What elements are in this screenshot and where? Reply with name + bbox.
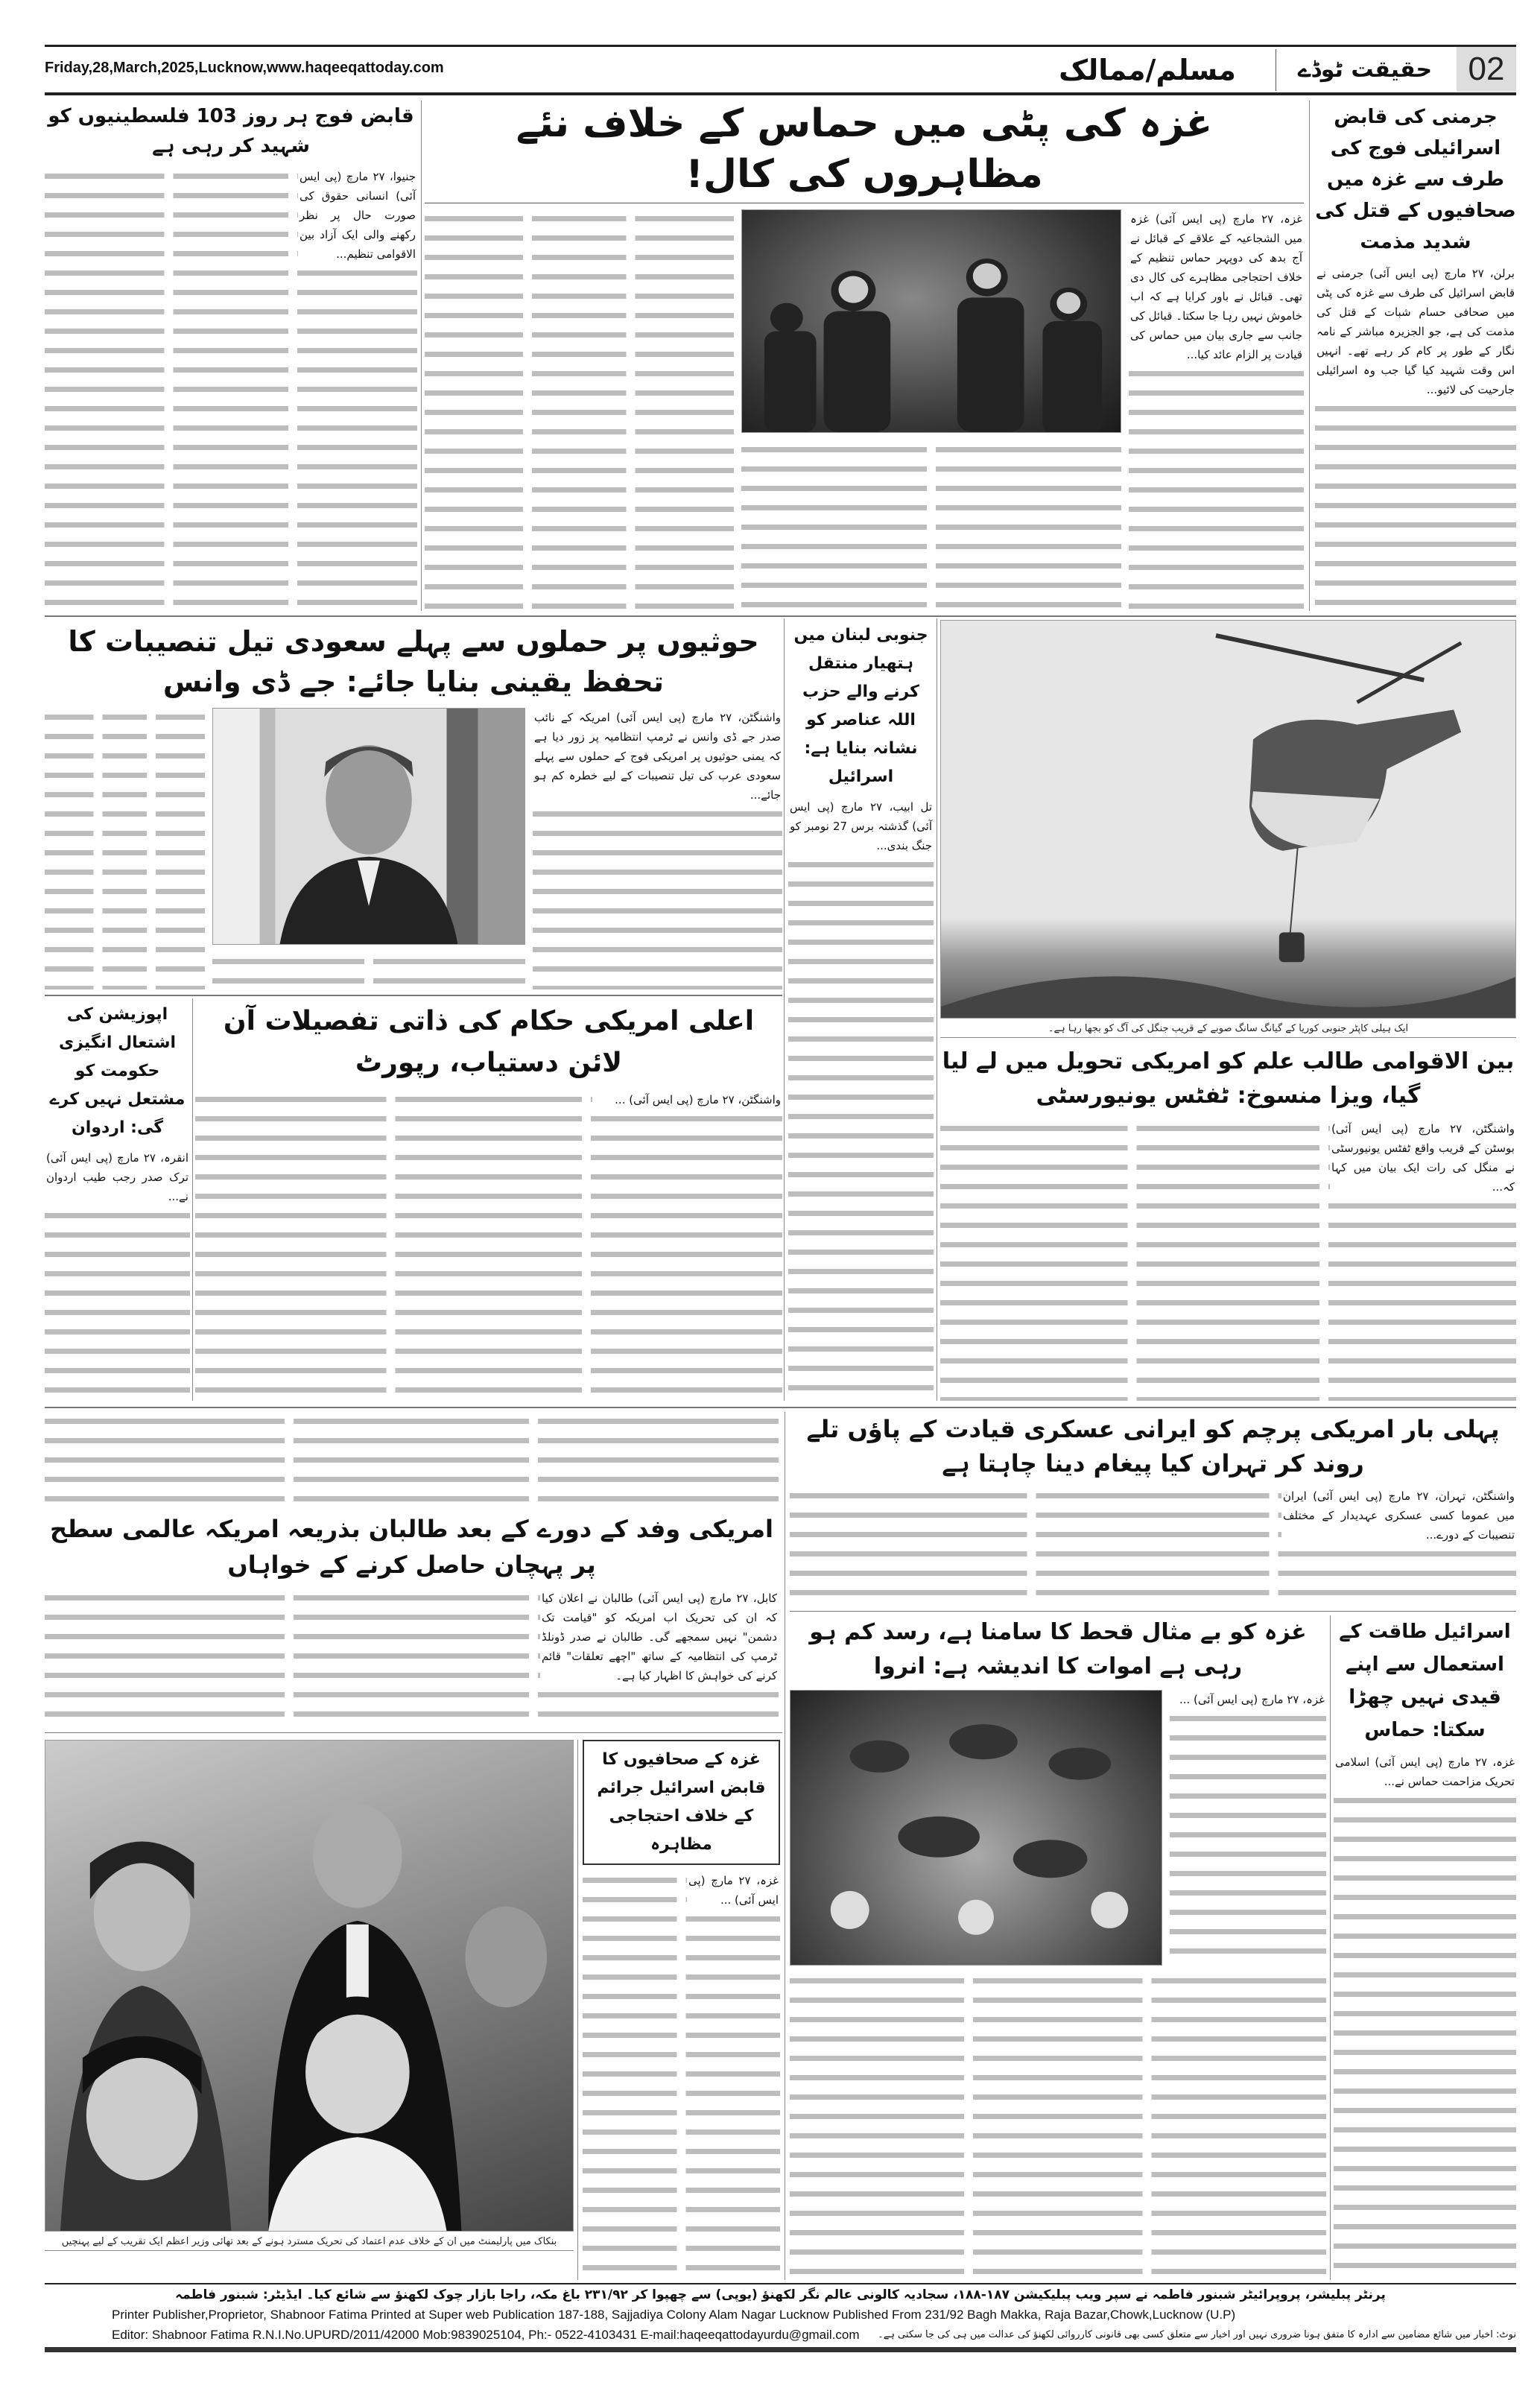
germany-body-text: برلن، ۲۷ مارچ (پی ایس آئی) جرمنی نے قابض اسرائیل کی طرف سے غزہ کی پٹی میں صحافی حسام شبات کے قتل کی مذمت کی ہے، جو الجزیرہ مباشر کے نامہ نگار کے طور پر کام کر رہے تھے۔ انہیں اس وقت شہید کیا گیا جب وہ اسرائیلی جارحیت کی لائیو...: [1315, 264, 1516, 402]
section-title: مسلم/ممالک: [1059, 54, 1236, 86]
helicopter-caption: ایک ہیلی کاپٹر جنوبی کوریا کے گیانگ سانگ صوبے کے قریب جنگل کی آگ کو بجھا رہا ہے۔: [940, 1021, 1516, 1038]
vance-story-columns: [45, 708, 782, 989]
main-story-columns: [425, 209, 1304, 611]
main-story: [425, 98, 1304, 611]
unrwa-body-col2: [790, 1972, 1326, 2280]
main-body-col1: [1129, 209, 1304, 611]
vance-story: [45, 621, 782, 989]
germany-body: [1315, 264, 1516, 611]
column-divider: [784, 618, 785, 1401]
vance-body-col2: [45, 708, 205, 989]
helicopter-image: [941, 621, 1515, 1018]
vance-photo-column: [212, 708, 525, 989]
unrwa-body-text: غزہ، ۲۷ مارچ (پی ایس آئی) ...: [1170, 1690, 1326, 1712]
main-photo-column: [741, 209, 1121, 611]
unrwa-body-col1: [1170, 1690, 1326, 1966]
vance-body-text: واشنگٹن، ۲۷ مارچ (پی ایس آئی) امریکہ کے نائب صدر جے ڈی وانس نے ٹرمپ انتظامیہ پر زور دیا ہے کہ یمنی حوثیوں پر امریکی فوج کے حملوں سے پہلے سعودی عرب کی تیل تنصیبات کے لیے خطرہ کم ہو جائے...: [533, 708, 782, 808]
masthead-logo: حقیقت ٹوڈے: [1297, 57, 1433, 83]
iran-headline: پہلی بار امریکی پرچم کو ایرانی عسکری قیادت کے پاؤں تلے روند کر تہران کیا پیغام دینا چاہتا ہے: [806, 1415, 1500, 1478]
main-headline: غزہ کی پٹی میں حماس کے خلاف نئے مظاہروں کی کال!: [425, 98, 1304, 203]
erdogan-story: [45, 1001, 190, 1401]
taliban-story: [45, 1511, 779, 1729]
journalists-body-text: غزہ، ۲۷ مارچ (پی ایس آئی) ...: [687, 1871, 780, 1913]
crowd-with-pots-image: [790, 1691, 1162, 1965]
header-bottom-rule: [45, 92, 1516, 95]
unrwa-headline: غزہ کو بے مثال قحط کا سامنا ہے، رسد کم ہو رہی ہے اموات کا اندیشہ ہے: انروا: [809, 1619, 1307, 1679]
hamas-body: [1334, 1752, 1516, 2280]
continued-body: [45, 1412, 779, 1505]
footer-bottom-rule: [45, 2347, 1516, 2352]
vance-headline: حوثیوں پر حملوں سے پہلے سعودی تیل تنصیبات کا تحفظ یقینی بنایا جائے: جے ڈی وانس: [68, 625, 759, 698]
occupation-body: [45, 167, 417, 611]
main-body-col2: [741, 440, 1121, 611]
germany-story: [1315, 101, 1516, 611]
row-divider: [45, 995, 782, 996]
iran-body: [790, 1486, 1516, 1607]
row-divider: [790, 1611, 1516, 1612]
footer-top-rule: [45, 2283, 1516, 2284]
journalists-headline: غزہ کے صحافیوں کا قابض اسرائیل جرائم کے خلاف احتجاجی مظاہرہ: [583, 1740, 780, 1865]
hezbollah-body-text: تل ابیب، ۲۷ مارچ (پی ایس آئی) گذشتہ برس 27 نومبر کو جنگ بندی...: [788, 797, 934, 858]
iran-story: [790, 1412, 1516, 1607]
protest-crowd-image: [742, 210, 1121, 432]
footer-urdu-line: پرنٹر پبلیشر، پروپرائیٹر شبنور فاطمہ نے سپر ویب پبلیکیشن ۱۸۷-۱۸۸، سجادیہ کالونی عالم نگر لکھنؤ (یوپی) سے چھپوا کر ۲۳۱/۹۲ باغ مکہ، راجا بازار چوک لکھنؤ سے شائع کیا۔ ایڈیٹر: شبنور فاطمہ: [175, 2287, 1386, 2302]
taliban-body: [45, 1589, 779, 1729]
journalists-story: [583, 1740, 780, 2280]
main-body-col3: [425, 209, 734, 611]
row-divider: [45, 615, 1516, 617]
vance-photo: [212, 708, 525, 945]
unrwa-story-columns: [790, 1690, 1326, 1966]
journalists-body: [583, 1871, 780, 2280]
erdogan-body-text: انقرہ، ۲۷ مارچ (پی ایس آئی) ترک صدر رجب طیب اردوان نے...: [45, 1148, 190, 1209]
taliban-headline: امریکی وفد کے دورے کے بعد طالبان بذریعہ امریکہ عالمی سطح پر پہچان حاصل کرنے کے خواہاں: [50, 1515, 773, 1579]
row-divider: [45, 1732, 782, 1733]
erdogan-headline: اپوزیشن کی اشتعال انگیزی حکومت کو مشتعل نہیں کرے گی: اردوان: [49, 1005, 186, 1137]
iran-body-text: واشنگٹن، تہران، ۲۷ مارچ (پی ایس آئی) ایران میں عموما کسی عسکری عہدیدار کے مختلف تنصیبات کے دورے...: [1281, 1486, 1516, 1548]
hamas-story: [1334, 1615, 1516, 2280]
germany-headline: جرمنی کی قابض اسرائیلی فوج کی طرف سے غزہ میں صحافیوں کے قتل کی شدید مذمت: [1315, 106, 1516, 253]
officials-body-text: واشنگٹن، ۲۷ مارچ (پی ایس آئی) ...: [592, 1090, 782, 1112]
occupation-story: [45, 101, 417, 611]
officials-headline: اعلی امریکی حکام کی ذاتی تفصیلات آن لائن دستیاب، رپورٹ: [223, 1006, 755, 1078]
hezbollah-headline: جنوبی لبنان میں ہتھیار منتقل کرنے والے حزب اللہ عناصر کو نشانہ بنایا ہے: اسرائیل: [793, 626, 928, 786]
bangkok-caption: بنکاک میں پارلیمنٹ میں ان کے خلاف عدم اعتماد کی تحریک مسترد ہونے کے بعد تھائی وزیر اعظم ایک تقریب کے لیے پہنچیں: [45, 2234, 574, 2251]
header-top-rule: [45, 45, 1516, 47]
date-line: Friday,28,March,2025,Lucknow,www.haqeeqattoday.com: [45, 60, 444, 76]
hezbollah-body: [788, 797, 934, 1401]
footer-publisher-line: Printer Publisher,Proprietor, Shabnoor Fatima Printed at Super web Publication 187-188, Sajjadiya Colony Alam Nagar Lucknow Published From 231/92 Bagh Makka, Raja Bazar,Chowk,Lucknow (U.P): [112, 2308, 1236, 2322]
helicopter-photo: [940, 620, 1516, 1019]
occupation-body-text: جنیوا، ۲۷ مارچ (پی ایس آئی) انسانی حقوق کی صورت حال پر نظر رکھنے والی ایک آزاد بین الاقوامی تنظیم...: [298, 167, 417, 267]
thai-pm-event-image: [45, 1741, 573, 2231]
row-divider: [45, 1407, 1516, 1408]
bangkok-photo: [45, 1740, 574, 2232]
column-divider: [1309, 101, 1310, 611]
tufts-body-text: واشنگٹن، ۲۷ مارچ (پی ایس آئی) بوسٹن کے قریب واقع ٹفٹس یونیورسٹی نے منگل کی رات ایک بیان میں کہا کہ...: [1330, 1119, 1516, 1200]
unrwa-story: [790, 1615, 1326, 2280]
food-queue-photo: [790, 1690, 1162, 1966]
officials-body: [195, 1090, 782, 1401]
footer-disclaimer: نوٹ: اخبار میں شائع مضامین سے ادارہ کا متفق ہونا ضروری نہیں اور اخبار سے متعلق کسی بھی قانونی کارروائی لکھنؤ کی عدالت میں ہی کی جا سکتی ہے۔: [878, 2329, 1516, 2340]
vance-body-col1: [533, 708, 782, 989]
vance-body-col3: [212, 952, 525, 989]
column-divider: [421, 101, 422, 611]
taliban-body-text: کابل، ۲۷ مارچ (پی ایس آئی) طالبان نے اعلان کیا کہ ان کی تحریک اب امریکہ کو "قیامت تک دشمن" نہیں سمجھے گی۔ طالبان نے صدر ڈونلڈ ٹرمپ کی انتظامیہ کے ساتھ "اچھے تعلقات" قائم کرنے کی خواہش کا اظہار کیا ہے۔: [540, 1589, 779, 1688]
tufts-headline: بین الاقوامی طالب علم کو امریکی تحویل میں لے لیا گیا، ویزا منسوخ: ٹفٹس یونیورسٹی: [942, 1048, 1515, 1109]
vance-portrait-image: [213, 709, 525, 944]
officials-story: [195, 1001, 782, 1401]
hamas-body-text: غزہ، ۲۷ مارچ (پی ایس آئی) اسلامی تحریک مزاحمت حماس نے...: [1334, 1752, 1516, 1794]
occupation-headline: قابض فوج ہر روز 103 فلسطینیوں کو شہید کر رہی ہے: [48, 105, 414, 157]
tufts-body: [940, 1119, 1516, 1401]
column-divider: [577, 1740, 578, 2280]
column-divider: [1330, 1615, 1331, 2280]
hamas-headline: اسرائیل طاقت کے استعمال سے اپنے قیدی نہیں چھڑا سکتا: حماس: [1339, 1621, 1511, 1741]
column-divider: [192, 998, 193, 1401]
hezbollah-story: [788, 621, 934, 1401]
main-body-text: غزہ، ۲۷ مارچ (پی ایس آئی) غزہ میں الشجاعیہ کے علاقے کے قبائل نے آج بدھ کی دوپہر حماس تنظیم کے خلاف احتجاجی مظاہرے کی کال دی تھی۔ قبائل نے باور کرایا ہے کہ اب خاموش نہیں رہا جا سکتا۔ قبائل کی جانب سے جاری بیان میں حماس کی قیادت پر الزام عائد کیا...: [1129, 209, 1304, 367]
page-number: 02: [1457, 47, 1516, 92]
erdogan-body: [45, 1148, 190, 1401]
protest-photo: [741, 209, 1121, 433]
footer-editor-line: Editor: Shabnoor Fatima R.N.I.No.UPURD/2011/42000 Mob:9839025104, Ph:- 0522-4103431 E-mail:haqeeqattodayurdu@gmail.com: [112, 2328, 860, 2342]
tufts-story: [940, 1045, 1516, 1401]
